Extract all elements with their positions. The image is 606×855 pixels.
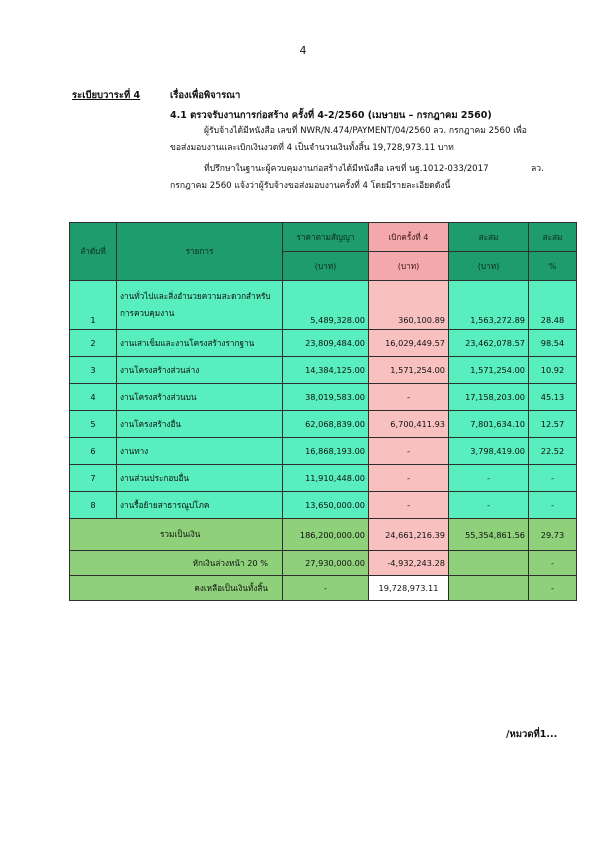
total-draw: 24,661,216.39	[369, 519, 449, 551]
total-pct: 29.73	[529, 519, 577, 551]
row-pct: 98.54	[529, 330, 577, 357]
total-contract: 186,200,000.00	[283, 519, 369, 551]
paragraph-2-line-1: ที่ปรึกษาในฐานะผู้ควบคุมงานก่อสร้างได้มีหนังสือ เลขที่ นฐ.1012-033/2017	[204, 164, 489, 174]
row-draw: 1,571,254.00	[369, 357, 449, 384]
row-item: งานโครงสร้างส่วนล่าง	[117, 357, 283, 384]
row-no: 6	[70, 438, 117, 465]
row-cum: 17,158,203.00	[449, 384, 529, 411]
row-pct: 22.52	[529, 438, 577, 465]
header-cum-unit: (บาท)	[449, 252, 529, 281]
agenda-label: ระเบียบวาระที่ 4	[72, 90, 141, 101]
row-cum: 23,462,078.57	[449, 330, 529, 357]
row-contract: 38,019,583.00	[283, 384, 369, 411]
row-item: งานรื้อย้ายสาธารณูปโภค	[117, 492, 283, 519]
row-pct: 10.92	[529, 357, 577, 384]
table-row	[70, 438, 577, 465]
row-pct: 28.48	[529, 281, 577, 330]
row-draw: -	[369, 384, 449, 411]
header-contract: ราคาตามสัญญา	[283, 223, 369, 252]
row-pct: -	[529, 492, 577, 519]
advance-row	[70, 551, 577, 576]
net-pct: -	[529, 576, 577, 601]
table-row	[70, 492, 577, 519]
advance-contract: 27,930,000.00	[283, 551, 369, 576]
row-contract: 11,910,448.00	[283, 465, 369, 492]
row-cum: 3,798,419.00	[449, 438, 529, 465]
advance-draw: -4,932,243.28	[369, 551, 449, 576]
row-cum: -	[449, 465, 529, 492]
table-row	[70, 357, 577, 384]
row-contract: 23,809,484.00	[283, 330, 369, 357]
row-cum: 1,563,272.89	[449, 281, 529, 330]
row-item: งานทาง	[117, 438, 283, 465]
row-contract: 5,489,328.00	[283, 281, 369, 330]
row-draw: 6,700,411.93	[369, 411, 449, 438]
row-contract: 62,068,839.00	[283, 411, 369, 438]
header-contract-unit: (บาท)	[283, 252, 369, 281]
row-item: งานโครงสร้างอื่น	[117, 411, 283, 438]
row-no: 3	[70, 357, 117, 384]
table-header-row	[70, 223, 577, 252]
net-row	[70, 576, 577, 601]
row-item: งานส่วนประกอบอื่น	[117, 465, 283, 492]
header-pct: สะสม	[529, 223, 577, 252]
row-cum: 7,801,634.10	[449, 411, 529, 438]
total-label: รวมเป็นเงิน	[70, 519, 283, 551]
row-contract: 14,384,125.00	[283, 357, 369, 384]
section-heading: 4.1 ตรวจรับงานการก่อสร้าง ครั้งที่ 4-2/2560 (เมษายน – กรกฎาคม 2560)	[170, 110, 492, 121]
header-draw: เบิกครั้งที่ 4	[369, 223, 449, 252]
footer-continuation: /หมวดที่1...	[506, 729, 558, 740]
advance-cum	[449, 551, 529, 576]
row-item-line-1: งานทั่วไปและสิ่งอำนวยความสะดวกสำหรับ	[120, 291, 271, 301]
total-cum: 55,354,861.56	[449, 519, 529, 551]
total-row	[70, 519, 577, 551]
construction-payment-table	[69, 222, 577, 601]
row-draw: -	[369, 438, 449, 465]
row-pct: 45.13	[529, 384, 577, 411]
row-draw: -	[369, 492, 449, 519]
page-number: 4	[299, 44, 307, 57]
header-pct-unit: %	[529, 252, 577, 281]
paragraph-2-line-2: กรกฎาคม 2560 แจ้งว่าผู้รับจ้างขอส่งมอบงานครั้งที่ 4 โดยมีรายละเอียดดังนี้	[170, 181, 451, 191]
table-row	[70, 281, 577, 330]
header-draw-unit: (บาท)	[369, 252, 449, 281]
row-no: 4	[70, 384, 117, 411]
row-item-line-2: การควบคุมงาน	[120, 308, 175, 318]
header-cum: สะสม	[449, 223, 529, 252]
net-cum	[449, 576, 529, 601]
net-draw: 19,728,973.11	[369, 576, 449, 601]
row-cum: -	[449, 492, 529, 519]
table-row	[70, 384, 577, 411]
paragraph-2-lv: ลว.	[531, 164, 544, 174]
header-item: รายการ	[117, 223, 283, 281]
row-no: 5	[70, 411, 117, 438]
paragraph-1-line-1: ผู้รับจ้างได้มีหนังสือ เลขที่ NWR/N.474/PAYMENT/04/2560 ลว. กรกฎาคม 2560 เพื่อ	[204, 126, 527, 136]
table-row	[70, 411, 577, 438]
net-contract: -	[283, 576, 369, 601]
row-pct: 12.57	[529, 411, 577, 438]
row-item: งานโครงสร้างส่วนบน	[117, 384, 283, 411]
row-item	[117, 281, 283, 330]
agenda-title: เรื่องเพื่อพิจารณา	[170, 90, 241, 101]
advance-label: หักเงินล่วงหน้า 20 %	[70, 551, 283, 576]
row-draw: -	[369, 465, 449, 492]
row-contract: 13,650,000.00	[283, 492, 369, 519]
row-draw: 16,029,449.57	[369, 330, 449, 357]
row-contract: 16,868,193.00	[283, 438, 369, 465]
row-no: 7	[70, 465, 117, 492]
net-label: คงเหลือเป็นเงินทั้งสิ้น	[70, 576, 283, 601]
row-no: 8	[70, 492, 117, 519]
table-row	[70, 465, 577, 492]
row-no: 2	[70, 330, 117, 357]
row-item: งานเสาเข็มและงานโครงสร้างรากฐาน	[117, 330, 283, 357]
advance-pct: -	[529, 551, 577, 576]
row-pct: -	[529, 465, 577, 492]
paragraph-1-line-2: ขอส่งมอบงานและเบิกเงินงวดที่ 4 เป็นจำนวนเงินทั้งสิ้น 19,728,973.11 บาท	[170, 143, 454, 153]
header-no: ลำดับที่	[70, 223, 117, 281]
row-cum: 1,571,254.00	[449, 357, 529, 384]
row-draw: 360,100.89	[369, 281, 449, 330]
row-no: 1	[70, 281, 117, 330]
table-row	[70, 330, 577, 357]
